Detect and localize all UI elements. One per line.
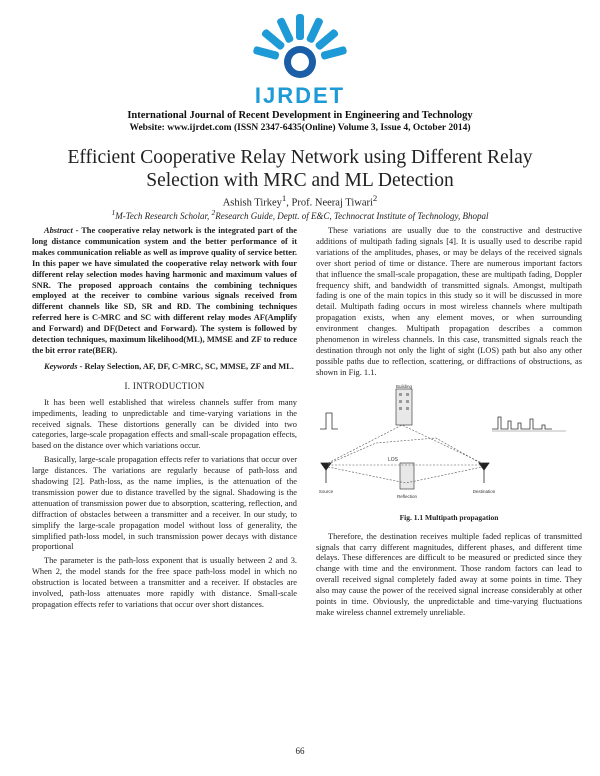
section-title: I. INTRODUCTION <box>124 380 205 391</box>
source-label: Source <box>318 488 334 494</box>
journal-name: International Journal of Recent Development in Engineering and Technology <box>127 110 473 121</box>
keywords-label: Keywords - <box>44 361 83 371</box>
reflector-label: Reflection <box>396 493 418 499</box>
intro-paragraph-2: Basically, large-scale propagation effects refer to variations that occur over large distances. The variations are regularly because of path-loss and shadowing [2]. Path-loss, as the name implies, is the attenuation of the transmission power due to distance travelled by the signal. Shadowing is the attenuation of transmission power due to absorption, scattering, reflection, and diffraction of obstacles between a transmitter and a receiver. In our study, to simplify the large-scale propagation model without loss of generality, the simplified path-loss model, in such transmission power decays with distance proportional <box>32 455 297 552</box>
logo-emblem-icon <box>232 10 368 106</box>
journal-header <box>0 110 600 134</box>
paper-affiliation <box>0 208 600 221</box>
multipath-figure <box>316 383 582 511</box>
left-column <box>32 226 297 614</box>
affil-part-1: M-Tech Research Scholar, <box>115 211 212 221</box>
paper-title-line2: Selection with MRC and ML Detection <box>146 170 454 191</box>
abstract <box>32 226 297 357</box>
page-number: 66 <box>295 746 305 756</box>
keywords-text: Relay Selection, AF, DF, C-MRC, SC, MMSE, ZF and ML. <box>82 361 294 371</box>
paper-authors <box>0 193 600 209</box>
right-column <box>316 226 582 622</box>
destination-label: Destination <box>472 488 496 494</box>
author-1: Ashish Tirkey <box>222 197 282 209</box>
author-separator: , Prof. Neeraj Tiwari <box>286 197 373 209</box>
building-icon <box>396 389 412 425</box>
journal-info: Website: www.ijrdet.com (ISSN 2347-6435(Online) Volume 3, Issue 4, October 2014) <box>129 123 471 133</box>
keywords <box>32 362 297 373</box>
abstract-text: The cooperative relay network is the integrated part of the long distance communication system and the better performance of it makes communication reliable as well as improve quality of service better. In this paper we have simulated the cooperative relay network with four different relay selection modes having harmonic and maximum values of SNR. The proposed approach contains the combining techniques employed at the receiver to combine various signals received from different channels like SD, SR and RD. The combining techniques referred here is C-MRC and SC with different relay modes AF(Amplify and Forward) and DF(Detect and Forward). The system is followed by detection techniques, maximum likelihood(ML), MMSE and ZF to reduce the bit error rate(BER). <box>32 226 298 355</box>
figure-caption: Fig. 1.1 Multipath propagation <box>399 512 499 522</box>
abstract-label: Abstract - <box>44 226 79 235</box>
building-label: Building <box>395 383 413 389</box>
author-2-sup: 2 <box>372 193 378 203</box>
journal-logo <box>232 10 368 106</box>
author-1-sup: 1 <box>281 193 287 203</box>
multipath-diagram <box>316 383 582 511</box>
logo-text: IJRDET <box>254 83 346 106</box>
right-paragraph-2: Therefore, the destination receives multiple faded replicas of transmitted signals that carry different magnitudes, different phases, and different time delays. These differences are difficult to be measured or predicted since they change with time and the environment. Those random factors can lead to overall received signal completely faded away at some points in time. They also may cause the power of the received signal increase considerably at other points in time. Obviously, the unpredictable and time-varying fluctuations make wireless channel extremely unreliable. <box>316 531 582 617</box>
destination-antenna-icon <box>479 463 489 483</box>
reflector-icon <box>400 463 414 489</box>
source-antenna-icon <box>321 463 331 483</box>
paper-title-line1: Efficient Cooperative Relay Network using Different Relay <box>67 147 533 168</box>
affil-sup-2: 2 <box>211 208 216 217</box>
los-label: LOS <box>388 456 399 463</box>
intro-paragraph-1: It has been well established that wireless channels suffer from many impediments, leading to unpredictable and time-varying variations in the received signals. These distortions generally can be divided into two categories, large-scale propagation effects and small-scale propagation effects, based on the distance over which variations occur. <box>32 397 297 451</box>
received-pulses-icon <box>492 417 552 429</box>
affil-part-2: Research Guide, Deptt. of E&C, Technocrat Institute of Technology, Bhopal <box>215 211 489 221</box>
paper-title <box>40 146 560 192</box>
right-paragraph-1: These variations are usually due to the constructive and destructive additions of multipath fading signals [4]. It is usually used to describe rapid variations of the amplitudes, phases, or may be delays of the received signals over short period of time or distance. There are numerous important factors that influence the small-scale propagation, these are multipath fading, Doppler frequency shift, and bandwidth of transmitted signals. Amongst, multipath fading is one of the main topics in this study so it will be discussed in more detail. Multipath fading occurs in most wireless channels where multipath propagation exists, when any element moves, or when surrounding environment changes. Multipath propagation describes a common phenomenon in wireless channels. In this case, transmitted signals reach the destination through not only the light of sight (LOS) path but also any other possible paths due to reflection, scattering, or diffractions of obstructions, as shown in Fig. 1.1. <box>316 226 582 377</box>
intro-paragraph-3: The parameter is the path-loss exponent that is usually between 2 and 3. When 2, the model stands for the free space path-loss model in which no obstruction is located between a transmitter and a receiver. If obstacles are involved, path-loss attenuates more rapidly with distance. Small-scale propagation effects refer to variations that occur over short distances. <box>32 556 297 609</box>
affil-sup-1: 1 <box>111 208 116 217</box>
transmit-pulse-icon <box>320 413 338 429</box>
